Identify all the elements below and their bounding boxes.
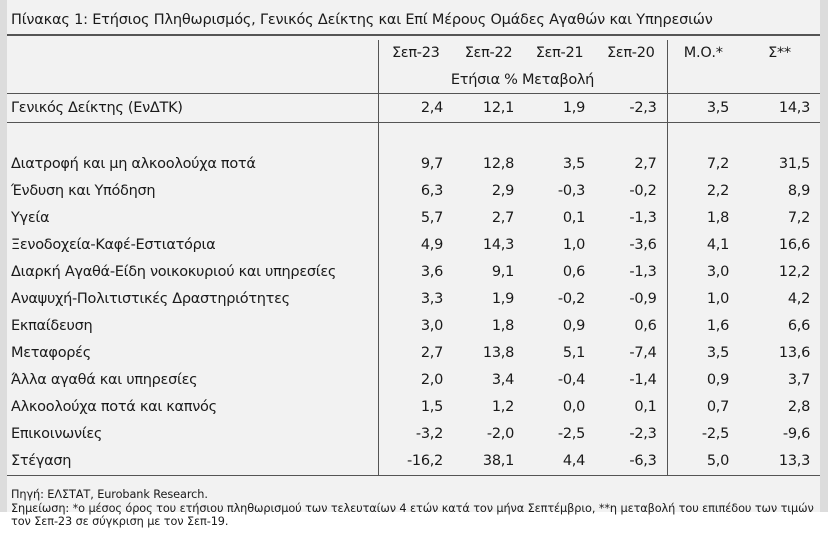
cell-value: 9,7 (378, 151, 453, 178)
cell-value: -2,5 (667, 421, 739, 448)
cell-value: 3,0 (667, 259, 739, 286)
cell-value: -2,3 (595, 94, 667, 123)
subheader-row (7, 67, 820, 94)
cell-value: 5,1 (562, 345, 585, 361)
cell-value: -16,2 (378, 448, 453, 476)
cell-value: -2,3 (629, 426, 657, 442)
cell-value: 3,6 (378, 259, 453, 286)
cell-value: 0,9 (562, 318, 585, 334)
cell-value: 2,4 (378, 94, 453, 123)
cell-value: 0,1 (634, 399, 657, 415)
column-header: Σεπ-23 (378, 40, 453, 67)
cell-value: 7,2 (667, 151, 739, 178)
cell-value: 3,4 (491, 372, 514, 388)
row-label: Γενικός Δείκτης (ΕνΔΤΚ) (7, 94, 378, 123)
row-label: Άλλα αγαθά και υπηρεσίες (11, 372, 198, 388)
row-label: Διαρκή Αγαθά-Είδη νοικοκυριού και υπηρεσίες (11, 264, 337, 280)
cell-value: 12,8 (482, 156, 514, 172)
row-label: Επικοινωνίες (11, 426, 103, 442)
methodology-note: Σημείωση: *ο μέσος όρος του ετήσιου πληθωρισμού των τελευταίων 4 ετών κατά τον μήνα Σεπτέμβριο, **η μεταβολή του επιπέδου των τιμών τον Σεπ-23 σε σύγκριση με τον Σεπ-19. (11, 501, 814, 528)
row-label: Αναψυχή-Πολιτιστικές Δραστηριότητες (11, 291, 290, 307)
column-header: Σεπ-20 (606, 45, 655, 61)
cell-value: 4,4 (524, 448, 595, 476)
cell-value: 14,3 (482, 237, 514, 253)
table-row (7, 286, 820, 313)
cell-value: -9,6 (782, 426, 810, 442)
table-row (7, 394, 820, 421)
column-header: Σεπ-22 (464, 45, 513, 61)
cell-value: 9,1 (491, 264, 514, 280)
general-index-row (7, 94, 820, 123)
cell-value: -1,3 (629, 264, 657, 280)
row-label: Υγεία (11, 210, 50, 226)
table-row (7, 259, 820, 286)
cell-value: -3,6 (629, 237, 657, 253)
cell-value: 0,6 (562, 264, 585, 280)
table-row (7, 340, 820, 367)
cell-value: -0,9 (629, 291, 657, 307)
cell-value: 2,8 (787, 399, 810, 415)
cell-value: 14,3 (739, 94, 820, 123)
left-margin-band (0, 0, 7, 512)
cell-value: 3,5 (667, 94, 739, 123)
cell-value: 0,9 (667, 367, 739, 394)
header-row (7, 40, 820, 67)
column-header: Σ** (768, 45, 791, 61)
cell-value: 0,1 (562, 210, 585, 226)
cell-value: 13,8 (482, 345, 514, 361)
cell-value: 2,7 (378, 340, 453, 367)
cell-value: -1,3 (629, 210, 657, 226)
cell-value: 3,7 (787, 372, 810, 388)
cell-value: 3,3 (378, 286, 453, 313)
cell-value: 4,1 (667, 232, 739, 259)
source-note: Πηγή: ΕΛΣΤΑΤ, Eurobank Research. (11, 488, 208, 501)
cell-value: 5,7 (378, 205, 453, 232)
cell-value: -2,0 (486, 426, 514, 442)
cell-value: 38,1 (453, 448, 524, 476)
cell-value: 4,2 (787, 291, 810, 307)
row-label: Εκπαίδευση (11, 318, 93, 334)
row-label: Ξενοδοχεία-Καφέ-Εστιατόρια (11, 237, 216, 253)
cell-value: -6,3 (595, 448, 667, 476)
table-row (7, 313, 820, 340)
cell-value: 2,2 (667, 178, 739, 205)
cell-value: 5,0 (667, 448, 739, 476)
cell-value: 1,8 (491, 318, 514, 334)
table-row (7, 367, 820, 394)
cell-value: 1,0 (667, 286, 739, 313)
table-title: Πίνακας 1: Ετήσιος Πληθωρισμός, Γενικός Δείκτης και Επί Μέρους Ομάδες Αγαθών και Υπηρεσιών (11, 12, 713, 28)
cell-value: 3,5 (667, 340, 739, 367)
cell-value: -0,3 (557, 183, 585, 199)
cell-value: -0,4 (557, 372, 585, 388)
title-divider (7, 34, 820, 36)
table-row (7, 178, 820, 205)
cell-value: -2,5 (557, 426, 585, 442)
cell-value: 1,5 (378, 394, 453, 421)
cell-value: 1,6 (667, 313, 739, 340)
cell-value: 31,5 (778, 156, 810, 172)
table-row (7, 448, 820, 476)
cell-value: 3,0 (378, 313, 453, 340)
inflation-table (7, 40, 820, 476)
cell-value: 1,0 (562, 237, 585, 253)
cell-value: 1,9 (524, 94, 595, 123)
cell-value: 1,8 (667, 205, 739, 232)
cell-value: 3,5 (562, 156, 585, 172)
column-header: Σεπ-21 (535, 45, 584, 61)
cell-value: 13,3 (739, 448, 820, 476)
cell-value: 0,6 (634, 318, 657, 334)
table-row (7, 232, 820, 259)
cell-value: 13,6 (778, 345, 810, 361)
cell-value: -3,2 (378, 421, 453, 448)
cell-value: 0,0 (562, 399, 585, 415)
header-corner (7, 40, 378, 67)
row-label: Αλκοολούχα ποτά και καπνός (11, 399, 217, 415)
subheader-label: Ετήσια % Μεταβολή (378, 67, 667, 94)
cell-value: 8,9 (787, 183, 810, 199)
cell-value: -7,4 (629, 345, 657, 361)
spacer-row (7, 123, 820, 152)
cell-value: 1,9 (491, 291, 514, 307)
cell-value: 7,2 (787, 210, 810, 226)
right-margin-band (820, 0, 828, 512)
cell-value: 12,2 (778, 264, 810, 280)
cell-value: 12,1 (453, 94, 524, 123)
cell-value: 6,6 (787, 318, 810, 334)
cell-value: 2,9 (491, 183, 514, 199)
cell-value: 16,6 (778, 237, 810, 253)
footnotes (11, 488, 816, 529)
cell-value: 0,7 (667, 394, 739, 421)
cell-value: -0,2 (557, 291, 585, 307)
cell-value: 4,9 (378, 232, 453, 259)
row-label: Διατροφή και μη αλκοολούχα ποτά (11, 156, 256, 172)
table-row (7, 151, 820, 178)
cell-value: 2,7 (634, 156, 657, 172)
table-row (7, 421, 820, 448)
row-label: Ένδυση και Υπόδηση (11, 183, 156, 199)
cell-value: -0,2 (629, 183, 657, 199)
cell-value: -1,4 (629, 372, 657, 388)
cell-value: 1,2 (491, 399, 514, 415)
table-row (7, 205, 820, 232)
cell-value: 2,7 (491, 210, 514, 226)
row-label: Στέγαση (7, 448, 378, 476)
column-header: Μ.Ο.* (667, 40, 739, 67)
cell-value: 6,3 (378, 178, 453, 205)
cell-value: 2,0 (378, 367, 453, 394)
row-label: Μεταφορές (11, 345, 91, 361)
